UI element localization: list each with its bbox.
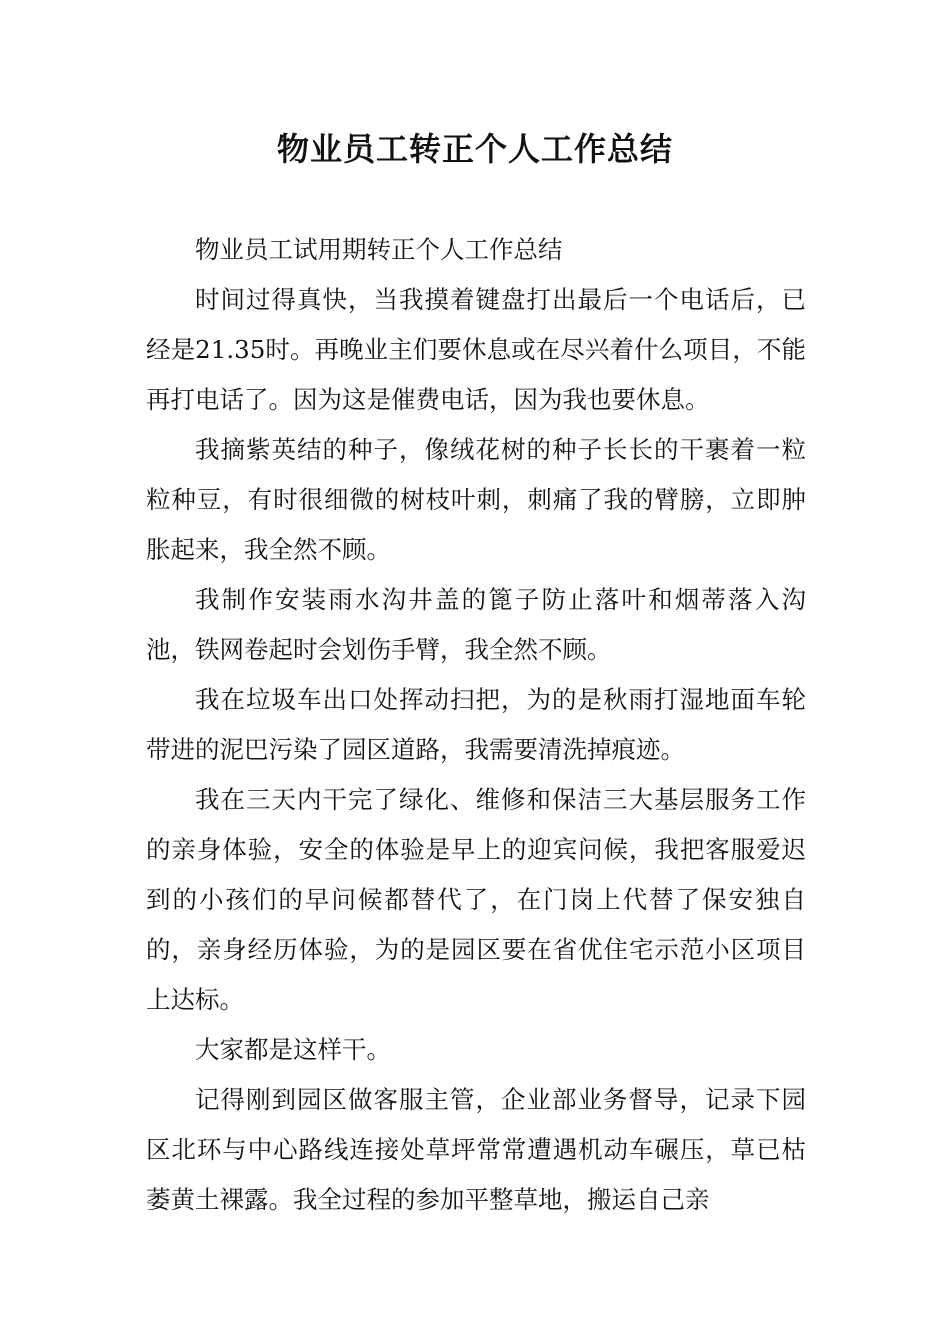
paragraph: 时间过得真快，当我摸着键盘打出最后一个电话后，已经是21.35时。再晚业主们要休息或在尽兴着什么项目，不能再打电话了。因为这是催费电话，因为我也要休息。 (146, 285, 806, 414)
paragraph: 大家都是这样干。 (195, 1035, 391, 1064)
paragraph: 记得刚到园区做客服主管，企业部业务督导，记录下园区北环与中心路线连接处草坪常常遭遇机动车碾压，草已枯萎黄土裸露。我全过程的参加平整草地，搬运自己亲 (146, 1085, 806, 1214)
document-body (146, 225, 806, 1225)
document-title: 物业员工转正个人工作总结 (276, 130, 673, 168)
paragraph: 我摘紫英结的种子，像绒花树的种子长长的干裹着一粒粒种豆，有时很细微的树枝叶刺，刺痛了我的臂膀，立即肿胀起来，我全然不顾。 (146, 435, 806, 564)
paragraph-subtitle: 物业员工试用期转正个人工作总结 (195, 235, 563, 264)
paragraph: 我在三天内干完了绿化、维修和保洁三大基层服务工作的亲身体验，安全的体验是早上的迎宾问候，我把客服爱迟到的小孩们的早问候都替代了，在门岗上代替了保安独自的，亲身经历体验，为的是园区要在省优住宅示范小区项目上达标。 (146, 785, 806, 1014)
paragraph: 我制作安装雨水沟井盖的篦子防止落叶和烟蒂落入沟池，铁网卷起时会划伤手臂，我全然不顾。 (146, 585, 806, 664)
paragraph: 我在垃圾车出口处挥动扫把，为的是秋雨打湿地面车轮带进的泥巴污染了园区道路，我需要清洗掉痕迹。 (146, 685, 806, 764)
